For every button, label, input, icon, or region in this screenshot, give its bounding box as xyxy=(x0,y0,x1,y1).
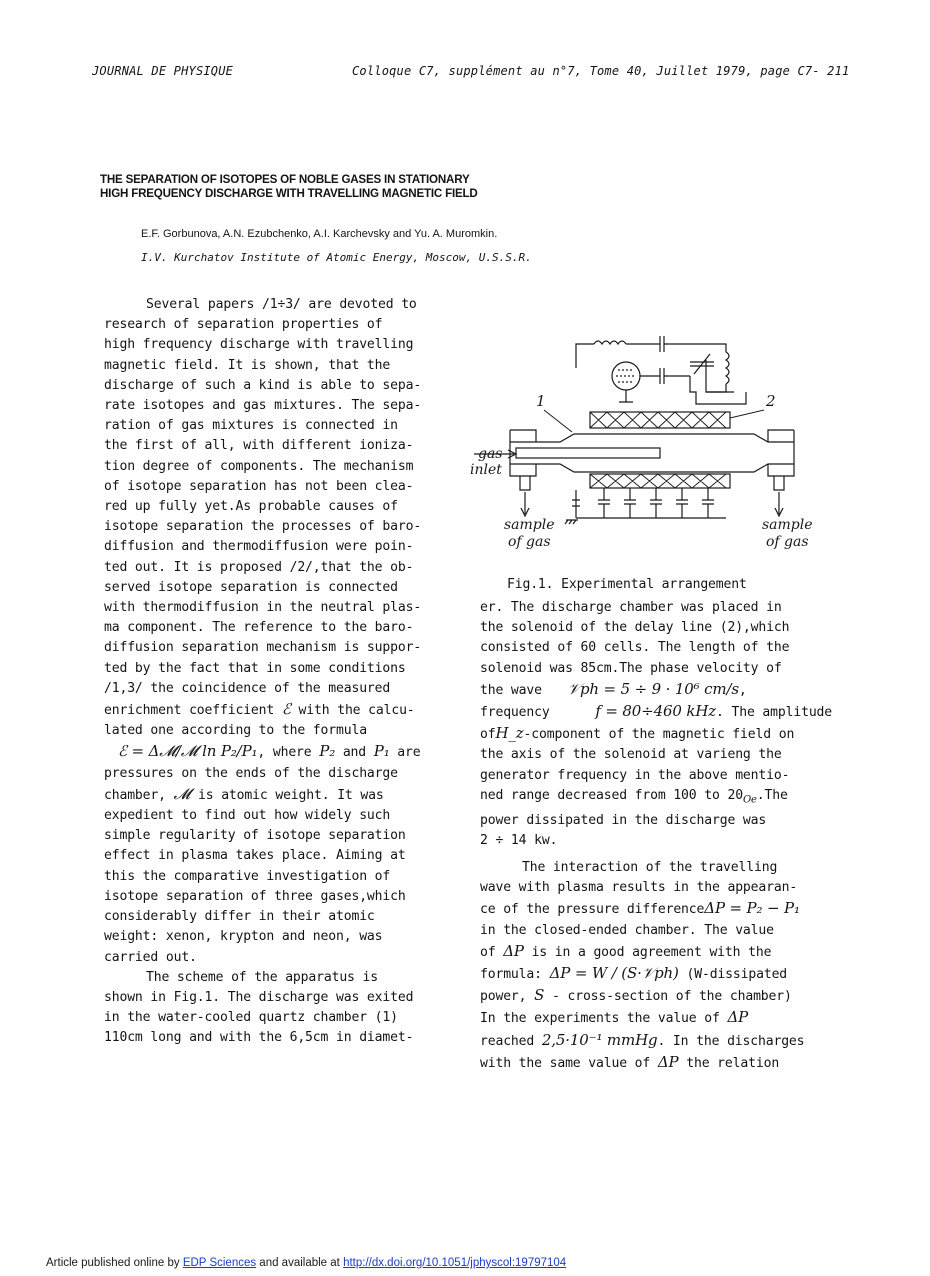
oersted-unit: Oe xyxy=(742,794,757,806)
label-1: 1 xyxy=(536,392,546,410)
text-fragment: . In the discharges xyxy=(657,1033,805,1049)
delta-p-formula: ΔP = W / (S·𝒱ph) xyxy=(549,964,679,983)
text-fragment: formula: xyxy=(480,967,542,983)
gas-inlet-label: gas xyxy=(478,446,503,462)
left-column-text xyxy=(104,295,449,1049)
delay-line-capacitor xyxy=(702,488,714,518)
hz-symbol: H_z xyxy=(495,724,524,743)
p1-symbol: P₁ xyxy=(373,742,390,761)
text-line xyxy=(480,963,830,985)
footer-prefix: Article published online by xyxy=(46,1257,183,1269)
title-line-2: HIGH FREQUENCY DISCHARGE WITH TRAVELLING MAGNETIC FIELD xyxy=(100,187,478,200)
ground-icon xyxy=(565,520,578,524)
text-line: considerably differ in their atomic xyxy=(104,909,375,925)
capacitor xyxy=(660,336,664,352)
apparatus-diagram xyxy=(464,330,834,560)
text-line: consisted of 60 cells. The length of the xyxy=(480,640,790,656)
circuit-wire xyxy=(690,376,746,404)
text-line xyxy=(104,784,449,806)
text-fragment: with the calcu- xyxy=(298,703,415,719)
text-line: high frequency discharge with travelling xyxy=(104,337,414,353)
enrichment-formula: ℰ = Δ𝓜/𝓜 ln P₂/P₁ xyxy=(118,742,258,761)
text-line: simple regularity of isotope separation xyxy=(104,828,406,844)
text-line xyxy=(480,723,830,745)
coil xyxy=(726,352,729,384)
text-fragment: is in a good agreement with the xyxy=(531,944,772,960)
text-line xyxy=(480,786,830,811)
phase-velocity-formula: 𝒱ph = 5 ÷ 9 · 10⁶ cm/s xyxy=(567,679,739,698)
ground-icon xyxy=(619,390,633,402)
text-line xyxy=(480,985,830,1007)
text-line: tion degree of components. The mechanism xyxy=(104,458,414,474)
text-line: ted by the fact that in some conditions xyxy=(104,660,406,676)
p2-symbol: P₂ xyxy=(319,742,336,761)
text-fragment: and xyxy=(342,745,367,761)
text-line: the first of all, with different ioniza- xyxy=(104,438,414,454)
text-line: the solenoid of the delay line (2),which xyxy=(480,620,790,636)
text-fragment: of xyxy=(480,727,496,743)
text-line: The scheme of the apparatus is xyxy=(146,969,378,985)
text-line: ma component. The reference to the baro- xyxy=(104,620,414,636)
text-line xyxy=(480,898,830,920)
gas-inlet-label: inlet xyxy=(470,462,502,478)
circuit-wire xyxy=(576,344,594,368)
text-line: in the water-cooled quartz chamber (1) xyxy=(104,1010,398,1026)
text-fragment: .The xyxy=(756,787,788,803)
text-line xyxy=(104,741,449,763)
text-line: isotope separation the processes of baro- xyxy=(104,519,422,535)
text-line: the axis of the solenoid at varieng the xyxy=(480,747,782,763)
label-2: 2 xyxy=(766,392,776,410)
chamber-lower-wall xyxy=(510,464,794,472)
footer-middle: and available at xyxy=(256,1257,344,1269)
text-fragment: with the same value of xyxy=(480,1055,651,1071)
left-sample-port xyxy=(520,476,530,490)
solenoid-winding xyxy=(590,474,726,488)
text-fragment: , xyxy=(738,682,747,698)
paper-title xyxy=(100,173,478,201)
text-fragment: the relation xyxy=(686,1055,780,1071)
left-sample-arrow xyxy=(521,492,529,516)
text-fragment: In the experiments the value of xyxy=(480,1011,720,1027)
colloque-header: Colloque C7, supplément au n°7, Tome 40, Juillet 1979, page C7- 211 xyxy=(352,64,850,78)
delay-line-capacitor xyxy=(650,488,662,518)
text-line: power dissipated in the discharge was xyxy=(480,812,767,828)
paragraph-gap xyxy=(480,851,830,858)
text-line: er. The discharge chamber was placed in xyxy=(480,600,782,615)
sample-right-label: sample xyxy=(762,517,813,533)
text-line: this the comparative investigation of xyxy=(104,868,391,884)
atomic-weight-symbol: 𝓜 xyxy=(173,784,191,803)
text-fragment: reached xyxy=(480,1033,535,1049)
text-line: discharge of such a kind is able to sepa- xyxy=(104,377,422,393)
text-line: 2 ÷ 14 kw. xyxy=(480,832,558,848)
text-line: generator frequency in the above mentio- xyxy=(480,767,790,783)
label-2-leader xyxy=(730,410,764,418)
text-line: weight: xenon, krypton and neon, was xyxy=(104,929,383,945)
text-line: The interaction of the travelling xyxy=(522,860,778,876)
text-line xyxy=(480,701,833,723)
text-line: red up fully yet.As probable causes of xyxy=(104,499,398,515)
text-line: ration of gas mixtures is connected in xyxy=(104,418,398,434)
text-fragment: - cross-section of the chamber) xyxy=(552,989,792,1005)
text-fragment: (W-dissipated xyxy=(686,967,788,983)
text-line xyxy=(480,941,830,963)
text-line: of isotope separation has not been clea- xyxy=(104,478,414,494)
epsilon-symbol: ℰ xyxy=(281,700,291,719)
text-line: /1,3/ the coincidence of the measured xyxy=(104,680,391,696)
delay-line-capacitor xyxy=(598,488,610,518)
text-line: pressures on the ends of the discharge xyxy=(104,765,398,781)
text-line: rate isotopes and gas mixtures. The sepa- xyxy=(104,398,422,414)
capacitor-arrow xyxy=(694,354,710,374)
text-line xyxy=(480,679,830,701)
text-line: effect in plasma takes place. Aiming at xyxy=(104,848,406,864)
delta-p-symbol: ΔP xyxy=(503,941,524,960)
tube-grid xyxy=(616,370,636,382)
text-fragment: enrichment coefficient xyxy=(104,703,275,719)
publisher-link[interactable]: EDP Sciences xyxy=(182,1257,257,1269)
figure-caption: Fig.1. Experimental arrangement xyxy=(507,577,747,592)
text-fragment: ce of the pressure difference xyxy=(480,902,705,918)
text-fragment: is atomic weight. It was xyxy=(198,787,384,803)
pressure-difference-formula: ΔP = P₂ − P₁ xyxy=(704,899,800,918)
right-column-text xyxy=(480,598,833,1074)
text-fragment: power, xyxy=(480,989,527,1005)
delta-p-value: 2,5·10⁻¹ mmHg xyxy=(541,1030,658,1049)
text-line: solenoid was 85cm.The phase velocity of xyxy=(480,660,782,676)
text-fragment: are xyxy=(397,745,421,761)
text-line: served isotope separation is connected xyxy=(104,579,398,595)
text-line: in the closed-ended chamber. The value xyxy=(480,922,774,938)
doi-link[interactable]: http://dx.doi.org/10.1051/jphyscol:19797104 xyxy=(343,1257,567,1269)
frequency-formula: 𝑓 = 80÷460 kHz xyxy=(595,702,717,721)
text-fragment: ned range decreased from 100 to 20 xyxy=(480,787,743,803)
text-line xyxy=(480,1007,830,1029)
gas-inlet-tube xyxy=(516,448,660,458)
text-line: lated one according to the formula xyxy=(104,723,367,739)
text-line: wave with plasma results in the appearan- xyxy=(480,880,798,896)
label-1-leader xyxy=(544,410,572,432)
text-fragment: . The amplitude xyxy=(716,705,833,721)
text-fragment: frequency xyxy=(480,705,550,721)
sample-left-label: of gas xyxy=(508,534,551,550)
right-sample-port xyxy=(774,476,784,490)
circuit-wire xyxy=(626,344,726,352)
text-line: carried out. xyxy=(104,949,197,965)
text-line: 110cm long and with the 6,5cm in diamet- xyxy=(104,1030,414,1046)
text-line: with thermodiffusion in the neutral plas- xyxy=(104,600,422,616)
text-line: Several papers /1÷3/ are devoted to xyxy=(146,297,417,312)
chamber-upper-wall xyxy=(510,434,794,442)
title-line-1: THE SEPARATION OF ISOTOPES OF NOBLE GASES IN STATIONARY xyxy=(100,173,470,186)
text-line xyxy=(480,1030,830,1052)
text-line xyxy=(480,1052,830,1074)
text-line: isotope separation of three gases,which xyxy=(104,888,406,904)
text-fragment: of xyxy=(480,944,496,960)
delta-p-symbol: ΔP xyxy=(657,1052,679,1071)
sample-left-label: sample xyxy=(504,517,555,533)
delay-line-capacitor xyxy=(624,488,636,518)
text-line: research of separation properties of xyxy=(104,317,383,333)
right-end-flange xyxy=(768,430,794,476)
delta-p-symbol: ΔP xyxy=(727,1008,749,1027)
text-line: expedient to find out how widely such xyxy=(104,808,391,824)
text-line: diffusion and thermodiffusion were poin- xyxy=(104,539,414,555)
text-line: diffusion separation mechanism is suppor- xyxy=(104,640,422,656)
right-sample-arrow xyxy=(775,492,783,516)
affiliation: I.V. Kurchatov Institute of Atomic Energy, Moscow, U.S.S.R. xyxy=(141,251,532,264)
text-line: ted out. It is proposed /2/,that the ob- xyxy=(104,559,414,575)
text-fragment: , where xyxy=(257,745,312,761)
text-line: shown in Fig.1. The discharge was exited xyxy=(104,989,414,1005)
s-symbol: S xyxy=(534,986,545,1005)
text-fragment: the wave xyxy=(480,682,542,698)
solenoid-winding xyxy=(590,412,726,428)
circuit-wire xyxy=(706,360,726,392)
capacitor xyxy=(640,368,690,384)
sample-right-label: of gas xyxy=(766,534,809,550)
inductor xyxy=(594,341,626,344)
journal-header: JOURNAL DE PHYSIQUE xyxy=(92,64,234,78)
text-fragment: -component of the magnetic field on xyxy=(523,727,795,743)
text-line: magnetic field. It is shown, that the xyxy=(104,357,391,373)
authors: E.F. Gorbunova, A.N. Ezubchenko, A.I. Karchevsky and Yu. A. Muromkin. xyxy=(141,228,498,240)
delay-line-capacitor xyxy=(676,488,688,518)
text-fragment: chamber, xyxy=(104,787,166,803)
publication-footer xyxy=(46,1257,566,1269)
text-line xyxy=(104,699,449,721)
